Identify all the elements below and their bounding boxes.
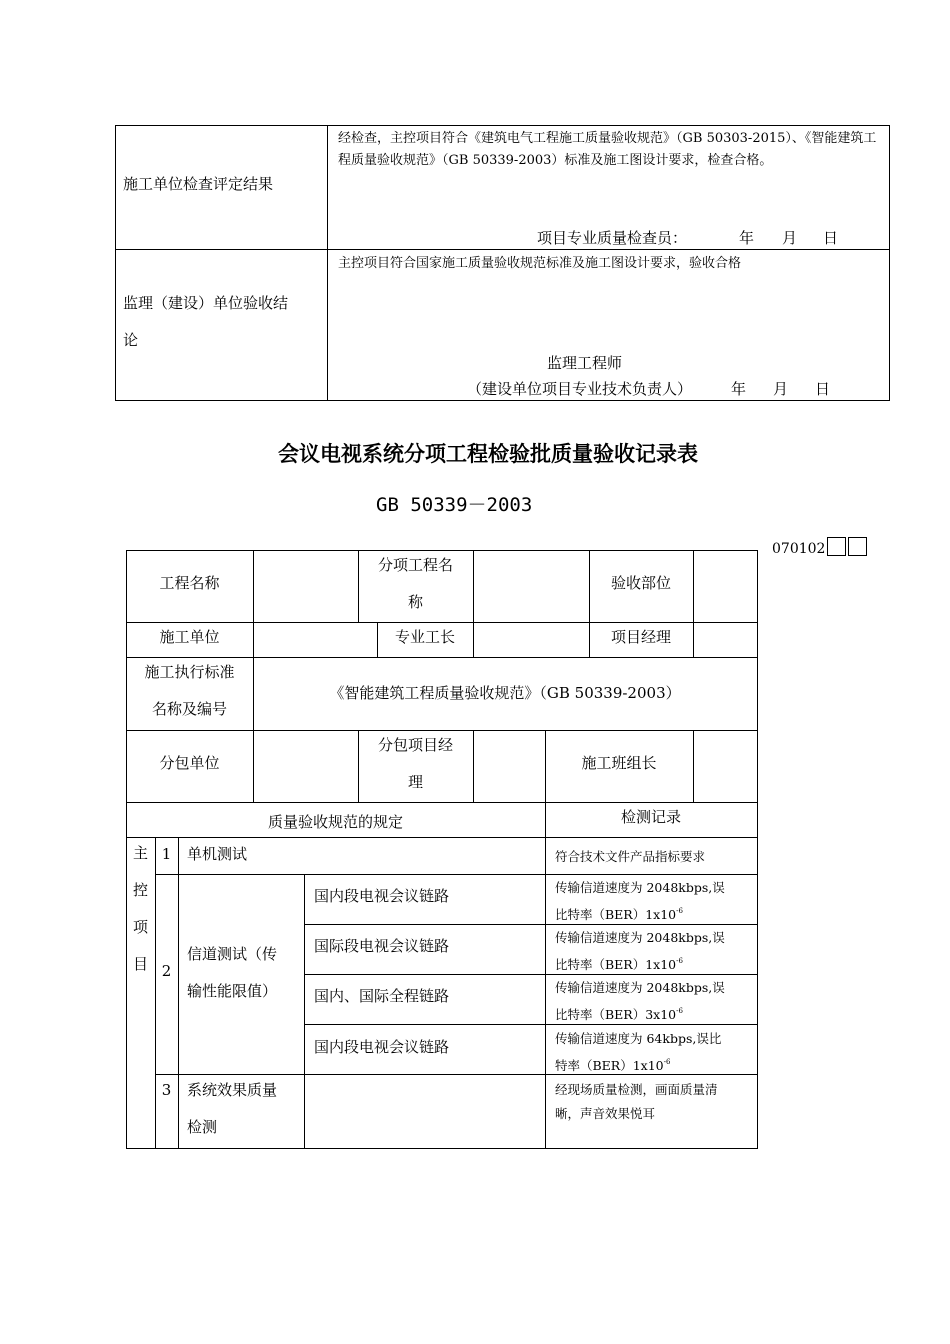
project-name-label: 工程名称 bbox=[159, 574, 220, 592]
month-label: 月 bbox=[773, 380, 789, 398]
standard-label-l2: 名称及编号 bbox=[151, 700, 227, 718]
record-header: 检测记录 bbox=[620, 808, 681, 826]
standard-value: 《智能建筑工程质量验收规范》（GB 50339-2003） bbox=[329, 684, 681, 702]
project-name-field[interactable] bbox=[254, 551, 358, 622]
professional-foreman-label: 专业工长 bbox=[394, 628, 455, 646]
day-label: 日 bbox=[823, 229, 839, 247]
main-control-char: 控 bbox=[132, 881, 148, 899]
project-manager-field[interactable] bbox=[694, 623, 757, 657]
supervision-engineer-signature: 监理工程师 bbox=[547, 354, 623, 372]
form-number-box[interactable] bbox=[827, 537, 846, 556]
page-title: 会议电视系统分项工程检验批质量验收记录表 bbox=[278, 442, 698, 466]
supervision-conclusion-label-l2: 论 bbox=[123, 331, 139, 349]
main-control-char: 项 bbox=[132, 918, 148, 936]
spec-header: 质量验收规范的规定 bbox=[267, 813, 403, 831]
professional-foreman-field[interactable] bbox=[474, 623, 589, 657]
main-control-char: 主 bbox=[132, 844, 148, 862]
item-record: 符合技术文件产品指标要求 bbox=[555, 849, 706, 864]
subcontractor-field[interactable] bbox=[254, 731, 358, 802]
team-leader-field[interactable] bbox=[694, 731, 757, 802]
sub-item-record-l2: 比特率$(BER)3x10^{-6}$ bbox=[555, 1007, 683, 1022]
supervision-conclusion-label-l1: 监理（建设）单位验收结 bbox=[123, 294, 289, 312]
item-name-l1: 系统效果质量 bbox=[187, 1081, 278, 1099]
form-number: 070102 bbox=[772, 537, 867, 559]
construction-unit-field[interactable] bbox=[254, 623, 377, 657]
subcontractor-label: 分包单位 bbox=[159, 754, 220, 772]
day-label: 日 bbox=[815, 380, 831, 398]
standard-code: GB 50339－2003 bbox=[376, 494, 533, 516]
project-manager-label: 项目经理 bbox=[610, 628, 671, 646]
form-number-box[interactable] bbox=[848, 537, 867, 556]
item-name-l2: 输性能限值） bbox=[187, 982, 278, 1000]
sub-item-name: 国内、国际全程链路 bbox=[314, 987, 450, 1005]
inspection-result-label: 施工单位检查评定结果 bbox=[123, 175, 274, 193]
sub-project-name-label-l2: 称 bbox=[407, 593, 423, 611]
quality-inspector-signature: 项目专业质量检查员： bbox=[537, 229, 688, 247]
item-number: 1 bbox=[161, 845, 172, 863]
acceptance-part-field[interactable] bbox=[694, 551, 757, 622]
item-name-l2: 检测 bbox=[187, 1118, 218, 1136]
item-name: 单机测试 bbox=[187, 845, 248, 863]
construction-tech-leader-signature: （建设单位项目专业技术负责人） bbox=[467, 380, 693, 398]
inspection-result-text: 经检查，主控项目符合《建筑电气工程施工质量验收规范》（GB 50303-2015）、《智能建筑工程质量验收规范》（GB 50339-2003）标准及施工图设计要求，检查合格。 bbox=[338, 131, 877, 168]
sub-item-name: 国内段电视会议链路 bbox=[314, 887, 450, 905]
sub-pm-label-l2: 理 bbox=[407, 773, 423, 791]
supervision-conclusion-text: 主控项目符合国家施工质量验收规范标准及施工图设计要求，验收合格 bbox=[338, 256, 742, 271]
year-label: 年 bbox=[739, 229, 755, 247]
sub-pm-field[interactable] bbox=[474, 731, 545, 802]
sub-project-name-field[interactable] bbox=[474, 551, 589, 622]
sub-item-record-l1: 传输信道速度为 64kbps,误比 bbox=[555, 1031, 722, 1046]
item-record-l2: 晰，声音效果悦耳 bbox=[555, 1106, 656, 1121]
item-name-l1: 信道测试（传 bbox=[187, 945, 278, 963]
sub-item-record-l1: 传输信道速度为 2048kbps,误 bbox=[555, 880, 725, 895]
sub-pm-label-l1: 分包项目经 bbox=[377, 736, 453, 754]
sub-item-name: 国际段电视会议链路 bbox=[314, 937, 450, 955]
sub-item-record-l2: 比特率$(BER)1x10^{-6}$ bbox=[555, 957, 683, 972]
sub-item-name: 国内段电视会议链路 bbox=[314, 1038, 450, 1056]
standard-label-l1: 施工执行标准 bbox=[144, 663, 235, 681]
sub-item-record-l2: 比特率$(BER)1x10^{-6}$ bbox=[555, 907, 683, 922]
month-label: 月 bbox=[782, 229, 798, 247]
sub-item-record-l1: 传输信道速度为 2048kbps,误 bbox=[555, 930, 725, 945]
item-number: 3 bbox=[161, 1081, 172, 1099]
acceptance-part-label: 验收部位 bbox=[610, 574, 671, 592]
team-leader-label: 施工班组长 bbox=[581, 754, 657, 772]
main-control-char: 目 bbox=[132, 955, 148, 973]
sub-item-record-l1: 传输信道速度为 2048kbps,误 bbox=[555, 980, 725, 995]
sub-project-name-label-l1: 分项工程名 bbox=[377, 556, 453, 574]
year-label: 年 bbox=[731, 380, 747, 398]
item-number: 2 bbox=[161, 962, 172, 980]
sub-item-record-l2: 特率$(BER)1x10^{-6}$ bbox=[555, 1058, 671, 1073]
construction-unit-label: 施工单位 bbox=[159, 628, 220, 646]
item-record-l1: 经现场质量检测，画面质量清 bbox=[555, 1082, 718, 1097]
